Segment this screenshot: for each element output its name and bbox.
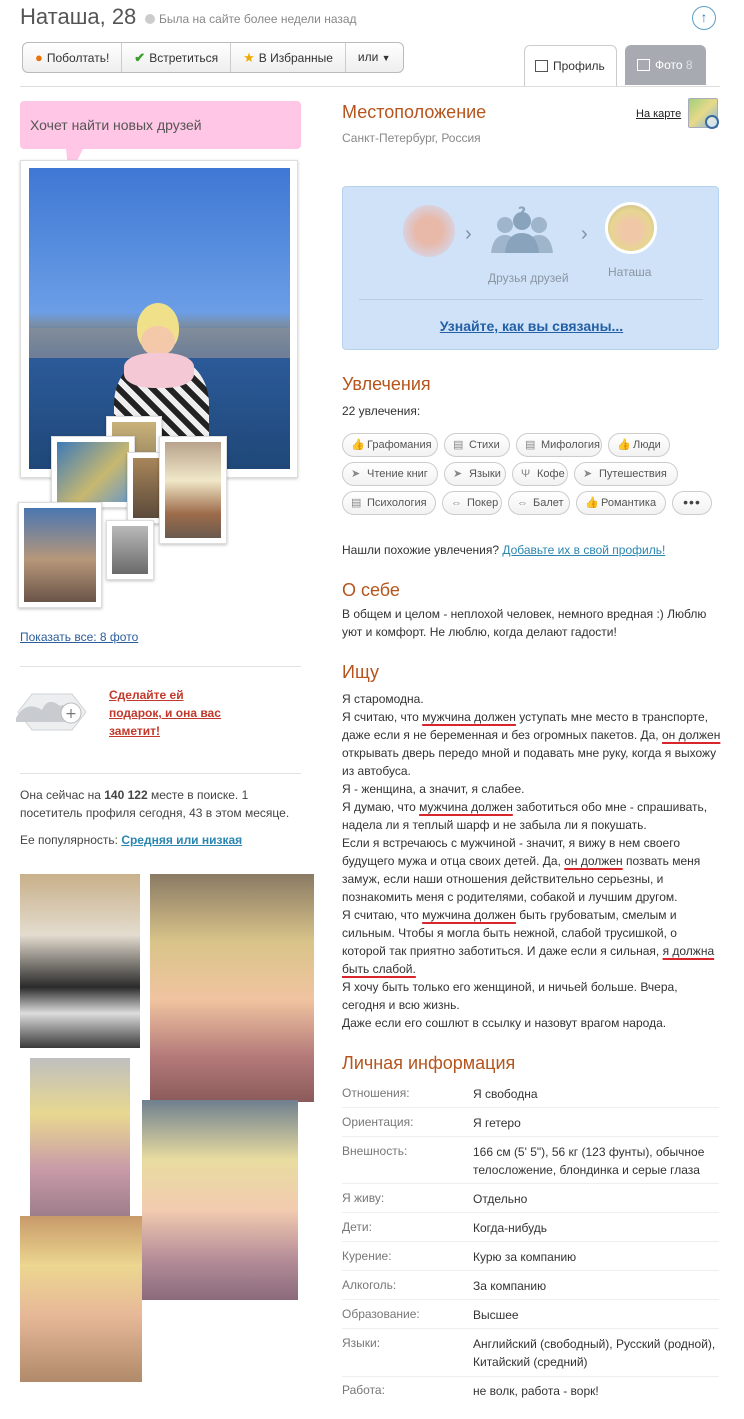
seek-paragraph: Я старомодна. <box>342 692 424 706</box>
tab-photo-count: 8 <box>685 58 693 72</box>
info-label: Работа: <box>342 1383 385 1397</box>
info-label: Курение: <box>342 1249 392 1263</box>
seek-title: Ищу <box>342 662 379 682</box>
info-label: Я живу: <box>342 1191 385 1205</box>
similar-text: Нашли похожие увлечения? <box>342 543 503 557</box>
interest-tag[interactable] <box>508 491 570 515</box>
arrow-icon: ➤ <box>583 468 593 480</box>
fork-icon: Ψ <box>521 468 531 480</box>
dumbbell-icon: ⇔ <box>517 497 528 509</box>
interest-tag[interactable] <box>444 433 510 457</box>
divider <box>342 1299 719 1300</box>
interest-tag-label: Путешествия <box>599 468 667 480</box>
interest-tag-label: Графомания <box>367 439 432 451</box>
divider <box>342 1212 719 1213</box>
divider <box>20 666 301 667</box>
viewer-avatar <box>403 205 455 257</box>
profile-header <box>20 4 720 32</box>
tab-divider <box>20 86 720 87</box>
tab-profile[interactable] <box>524 45 617 87</box>
divider <box>359 299 703 300</box>
profile-avatar <box>605 202 657 254</box>
interest-tag[interactable] <box>444 462 506 486</box>
star-icon: ★ <box>243 50 255 65</box>
more-options-label: или <box>357 50 379 64</box>
info-label: Образование: <box>342 1307 420 1321</box>
favorite-button[interactable] <box>231 43 346 72</box>
gallery-photo[interactable] <box>142 1100 298 1300</box>
popularity <box>20 833 242 847</box>
gallery-photo[interactable] <box>20 1216 142 1382</box>
info-label: Алкоголь: <box>342 1278 397 1292</box>
status-bubble: Хочет найти новых друзей <box>20 101 301 149</box>
gallery-photo[interactable] <box>150 874 314 1102</box>
divider <box>20 773 301 774</box>
similar-interests <box>342 543 665 557</box>
interest-tag-label: Языки <box>469 468 501 480</box>
interest-tag-label: Балет <box>533 497 564 509</box>
status-dot-icon <box>145 14 155 24</box>
arrow-icon: ➤ <box>351 468 361 480</box>
magnifier-icon <box>705 115 719 129</box>
location-value: Санкт-Петербург, Россия <box>342 131 481 145</box>
interest-tag[interactable] <box>516 433 602 457</box>
interest-tag-label: Психология <box>367 497 427 509</box>
photo-thumbnail[interactable] <box>18 502 102 608</box>
misspelling-highlight: он должен <box>661 728 721 742</box>
interest-tag[interactable] <box>342 462 438 486</box>
interest-tag[interactable] <box>442 491 502 515</box>
interest-tag-label: Стихи <box>469 439 500 451</box>
info-label: Языки: <box>342 1336 381 1350</box>
map-icon[interactable] <box>688 98 718 128</box>
seek-text <box>342 690 722 1032</box>
chevron-right-icon: › <box>581 223 588 245</box>
chat-bubble-icon: ● <box>35 50 43 65</box>
gift-icon[interactable] <box>12 686 92 738</box>
svg-text:?: ? <box>517 205 527 221</box>
more-interests-button[interactable]: ••• <box>672 491 712 515</box>
divider <box>342 1328 719 1329</box>
seek-paragraph: Я считаю, что мужчина должен уступать мне место в транспорте, даже если я не беременная и без огромных пакетов. Да, он должен открывать дверь передо мной и подавать мне руку, когда я выхожу из автобуса. <box>342 710 721 778</box>
seek-paragraph: Я хочу быть только его женщиной, и ничьей больше. Вчера, сегодня и всю жизнь. <box>342 980 678 1012</box>
info-label: Внешность: <box>342 1144 408 1158</box>
chat-button[interactable] <box>23 43 122 72</box>
status-text: Была на сайте более недели назад <box>159 12 357 26</box>
photo-thumbnail[interactable] <box>159 436 227 544</box>
meet-button[interactable] <box>122 43 231 72</box>
interest-tag-label: Кофе <box>537 468 565 480</box>
misspelling-highlight: мужчина должен <box>422 710 516 724</box>
stats-prefix: Она сейчас на <box>20 788 105 802</box>
location-title: Местоположение <box>342 102 487 122</box>
interest-tag-label: Чтение книг <box>367 468 428 480</box>
book-icon: ▤ <box>351 497 362 509</box>
photo-tab-icon <box>637 59 650 71</box>
info-value: Курю за компанию <box>473 1250 577 1264</box>
divider <box>342 1376 719 1377</box>
seek-paragraph: Даже если его сошлют в ссылку и назовут врагом народа. <box>342 1016 667 1030</box>
friends-of-friends-label: Друзья друзей <box>488 271 569 285</box>
interest-tag[interactable] <box>576 491 666 515</box>
info-label: Отношения: <box>342 1086 410 1100</box>
stats-suffix: месте в поиске. 1 посетитель профиля сегодня, 43 в этом месяце. <box>20 788 290 820</box>
info-value: Я свободна <box>473 1087 538 1101</box>
interest-tag[interactable] <box>608 433 670 457</box>
about-title: О себе <box>342 580 400 600</box>
interest-tag[interactable] <box>342 433 438 457</box>
interest-tag-label: Покер <box>467 497 499 509</box>
seek-paragraph: Если я встречаюсь с мужчиной - значит, я вижу в нем своего будущего мужа и отца своих детей. Да, он должен позвать меня замуж, если наши отношения действительно серьезны, и познакомить меня с родителями, собакой и лучшим другом. <box>342 836 701 904</box>
svg-text:+: + <box>65 706 77 722</box>
seek-paragraph: Я - женщина, а значит, я слабее. <box>342 782 525 796</box>
search-rank: 140 122 <box>104 788 148 802</box>
tab-profile-label: Профиль <box>553 59 605 73</box>
divider <box>342 1107 719 1108</box>
info-value: не волк, работа - ворк! <box>473 1384 599 1398</box>
dumbbell-icon: ⇔ <box>451 497 462 509</box>
how-connected-link[interactable]: Узнайте, как вы связаны... <box>439 318 624 334</box>
photo-thumbnail[interactable] <box>51 436 135 508</box>
tab-photo-label: Фото <box>655 58 683 72</box>
scroll-up-icon[interactable]: ↑ <box>692 6 716 30</box>
friends-of-friends-icon <box>489 205 555 255</box>
checkmark-icon: ✔ <box>134 50 146 65</box>
tab-photo[interactable] <box>625 45 706 85</box>
gallery-photo[interactable] <box>30 1058 130 1218</box>
chat-button-label: Поболтать! <box>46 51 110 65</box>
seek-paragraph: Я считаю, что мужчина должен быть грубоватым, смелым и сильным. Чтобы я могла быть нежной, слабой трусишкой, о которой так приятно заботиться. И даже если я сильная, я должна быть слабой. <box>342 908 715 976</box>
map-link[interactable]: На карте <box>636 108 682 120</box>
interest-tag-label: Люди <box>633 439 661 451</box>
interest-tag[interactable] <box>342 491 436 515</box>
info-value: Я гетеро <box>473 1116 521 1130</box>
info-value: Высшее <box>473 1308 519 1322</box>
info-label: Дети: <box>342 1220 372 1234</box>
thumbs-up-icon: 👍 <box>617 439 631 451</box>
book-icon: ▤ <box>525 439 536 451</box>
misspelling-highlight: мужчина должен <box>419 800 513 814</box>
interest-tag-label: Мифология <box>541 439 601 451</box>
seek-paragraph: Я думаю, что мужчина должен заботиться обо мне - спрашивать, надела ли я теплый шарф и не забыла ли я покушать. <box>342 800 708 832</box>
info-value: Отдельно <box>473 1192 528 1206</box>
gift-link[interactable]: Сделайте ей подарок, и она вас заметит! <box>109 688 221 738</box>
photo-thumbnail[interactable] <box>106 520 154 580</box>
info-value: За компанию <box>473 1279 547 1293</box>
info-value: Английский (свободный), Русский (родной), Китайский (средний) <box>473 1337 716 1369</box>
personal-info-title: Личная информация <box>342 1053 516 1073</box>
interest-tag[interactable] <box>574 462 678 486</box>
about-text: В общем и целом - неплохой человек, немного вредная :) Люблю уют и комфорт. Не люблю, когда делают гадости! <box>342 607 707 639</box>
interest-tag[interactable] <box>512 462 568 486</box>
divider <box>342 1183 719 1184</box>
divider <box>342 1241 719 1242</box>
meet-button-label: Встретиться <box>149 51 219 65</box>
info-value: Когда-нибудь <box>473 1221 547 1235</box>
popularity-link[interactable]: Средняя или низкая <box>121 833 243 847</box>
info-label: Ориентация: <box>342 1115 414 1129</box>
chevron-right-icon: › <box>465 223 472 245</box>
popularity-label: Ее популярность: <box>20 833 122 847</box>
info-value: 166 см (5' 5"), 56 кг (123 фунты), обычное телосложение, блондинка и серые глаза <box>473 1145 705 1177</box>
interests-title: Увлечения <box>342 374 431 394</box>
arrow-icon: ➤ <box>453 468 463 480</box>
online-status <box>145 12 357 26</box>
thumbs-up-icon: 👍 <box>585 497 599 509</box>
thumbs-up-icon: 👍 <box>351 439 365 451</box>
show-all-photos-link[interactable]: Показать все: 8 фото <box>20 630 139 644</box>
misspelling-highlight: он должен <box>564 854 623 868</box>
profile-tab-icon <box>535 60 548 72</box>
more-options-button[interactable] <box>346 43 403 72</box>
book-icon: ▤ <box>453 439 464 451</box>
misspelling-highlight: мужчина должен <box>422 908 516 922</box>
misspelling-highlight: я должна быть слабой. <box>342 944 715 976</box>
profile-name: Наташа, 28 <box>20 4 137 29</box>
action-bar <box>22 42 404 73</box>
gallery-photo[interactable] <box>20 874 140 1048</box>
add-interests-link[interactable]: Добавьте их в свой профиль! <box>502 543 666 557</box>
divider <box>342 1270 719 1271</box>
connection-box <box>342 186 719 350</box>
divider <box>342 1136 719 1137</box>
favorite-button-label: В Избранные <box>258 51 333 65</box>
profile-avatar-label: Наташа <box>608 265 652 279</box>
search-stats <box>20 786 305 822</box>
interests-count: 22 увлечения: <box>342 404 421 418</box>
chevron-down-icon: ▼ <box>381 53 391 63</box>
interest-tag-label: Романтика <box>601 497 657 509</box>
